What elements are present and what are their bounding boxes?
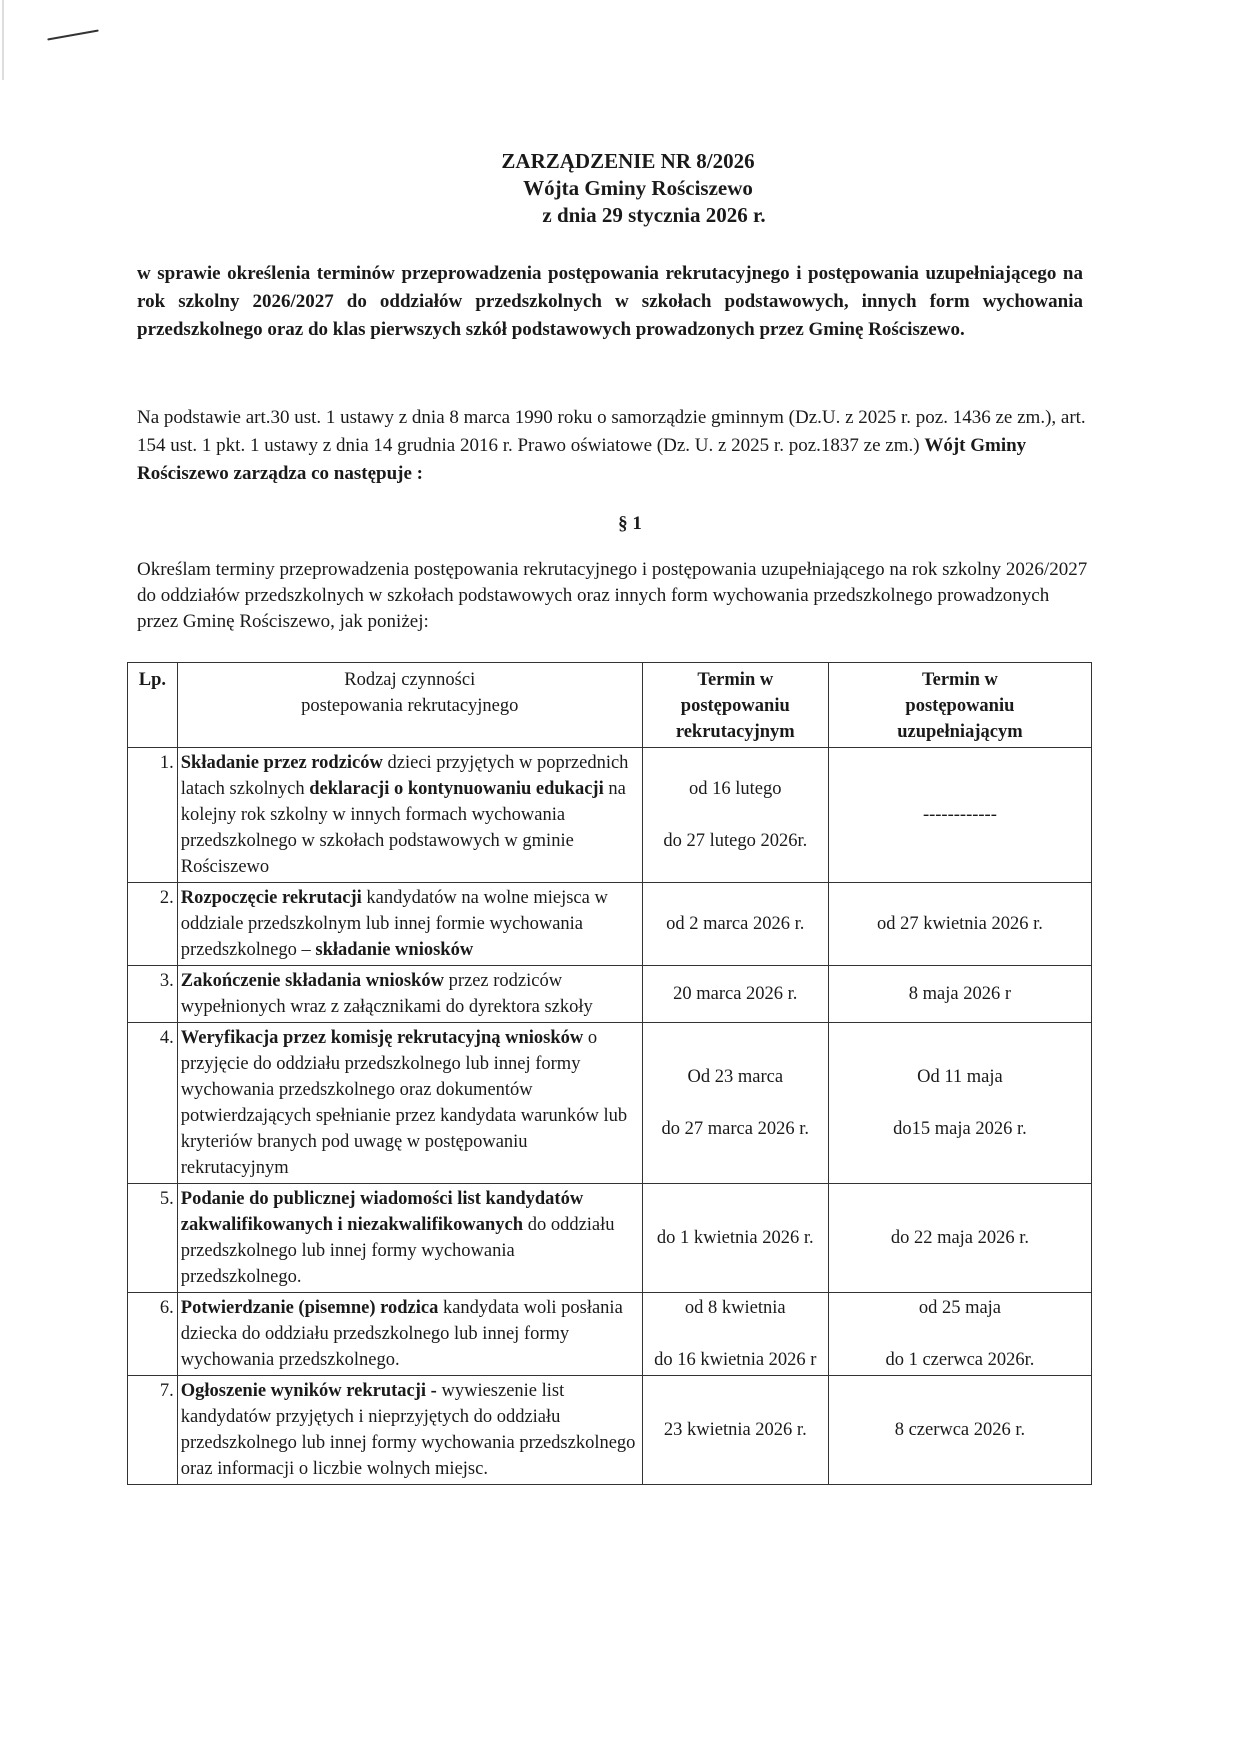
term-start: 8 czerwca 2026 r. <box>894 1420 1026 1440</box>
row-term-supplementary <box>828 883 1091 966</box>
header-term1-line2: postępowaniu <box>680 696 790 716</box>
term-gap <box>646 1321 825 1347</box>
table-header-row <box>128 663 1092 748</box>
activity-bold-text: Składanie przez rodziców <box>180 753 383 773</box>
schedule-table <box>127 662 1092 1485</box>
row-activity <box>177 1023 642 1184</box>
term-start: 20 marca 2026 r. <box>673 984 798 1004</box>
row-term-recruitment <box>642 1293 828 1376</box>
row-activity <box>177 966 642 1023</box>
activity-text: na kolejny rok szkolny w innych formach wychowania przedszkolnego w szkołach podstawowych w gminie Rościszewo <box>180 779 626 877</box>
term-end: do 1 czerwca 2026r. <box>885 1350 1035 1370</box>
term-start: Od 23 marca <box>687 1067 784 1087</box>
legal-basis-bold: Wójt Gminy Rościszewo zarządza co następuje : <box>137 435 1027 484</box>
row-term-recruitment <box>642 1023 828 1184</box>
activity-bold-text: Weryfikacja przez komisję rekrutacyjną wniosków <box>180 1028 584 1048</box>
header-activity-line1: Rodzaj czynności <box>344 670 476 690</box>
term-start: od 27 kwietnia 2026 r. <box>876 914 1043 934</box>
header-term1-line3: rekrutacyjnym <box>675 722 795 742</box>
activity-text: przez rodziców wypełnionych wraz z załącznikami do dyrektora szkoły <box>180 971 593 1017</box>
document-title <box>0 148 1240 229</box>
activity-text: kandydata woli posłania dziecka do oddziału przedszkolnego lub innej formy wychowania przedszkolnego. <box>180 1298 623 1370</box>
row-number: 6. <box>128 1293 178 1376</box>
pen-mark <box>47 30 99 41</box>
title-line-2: Wójta Gminy Rościszewo <box>523 176 753 200</box>
activity-bold-text: Rozpoczęcie rekrutacji <box>180 888 362 908</box>
term-gap <box>832 1321 1088 1347</box>
header-term-recruitment <box>642 663 828 748</box>
table-row <box>128 1023 1092 1184</box>
title-line-3: z dnia 29 stycznia 2026 r. <box>542 203 766 227</box>
term-start: ------------ <box>922 805 997 825</box>
table-row <box>128 1184 1092 1293</box>
header-term2-line2: postępowaniu <box>905 696 1015 716</box>
activity-text: dzieci przyjętych w poprzednich latach szkolnych <box>180 753 629 799</box>
table-row <box>128 748 1092 883</box>
header-term1-line1: Termin w <box>697 670 774 690</box>
scan-edge-line <box>2 0 4 80</box>
row-activity <box>177 1376 642 1485</box>
activity-text: do oddziału przedszkolnego lub innej formy wychowania przedszkolnego. <box>180 1215 615 1287</box>
header-activity <box>177 663 642 748</box>
row-term-recruitment <box>642 748 828 883</box>
row-term-supplementary <box>828 1376 1091 1485</box>
activity-text: wywieszenie list kandydatów przyjętych i nieprzyjętych do oddziału przedszkolnego lub innej formy wychowania przedszkolnego oraz informacji o liczbie wolnych miejsc. <box>180 1381 636 1479</box>
row-term-supplementary <box>828 748 1091 883</box>
term-start: do 22 maja 2026 r. <box>890 1228 1030 1248</box>
table-row <box>128 1376 1092 1485</box>
row-term-recruitment <box>642 883 828 966</box>
row-activity <box>177 883 642 966</box>
title-line-1: ZARZĄDZENIE NR 8/2026 <box>501 149 755 173</box>
table-row <box>128 883 1092 966</box>
term-start: 8 maja 2026 r <box>908 984 1012 1004</box>
legal-basis-text: Na podstawie art.30 ust. 1 ustawy z dnia 8 marca 1990 roku o samorządzie gminnym (Dz.U. z 2025 r. poz. 1436 ze zm.), art. 154 ust. 1 pkt. 1 ustawy z dnia 14 grudnia 2016 r. Prawo oświatowe (Dz. U. z 2025 r. poz.1837 ze zm.) <box>137 407 1086 456</box>
term-start: od 25 maja <box>918 1298 1002 1318</box>
row-term-recruitment <box>642 966 828 1023</box>
table-row <box>128 1293 1092 1376</box>
row-number: 7. <box>128 1376 178 1485</box>
row-number: 2. <box>128 883 178 966</box>
row-term-supplementary <box>828 1184 1091 1293</box>
activity-bold-text: Zakończenie składania wniosków <box>180 971 444 991</box>
legal-basis-paragraph <box>137 404 1087 488</box>
row-activity <box>177 1184 642 1293</box>
term-start: Od 11 maja <box>917 1067 1003 1087</box>
row-number: 4. <box>128 1023 178 1184</box>
table-row <box>128 966 1092 1023</box>
header-term2-line3: uzupełniającym <box>897 722 1023 742</box>
activity-bold-text: Ogłoszenie wyników rekrutacji - <box>180 1381 437 1401</box>
term-start: od 2 marca 2026 r. <box>666 914 805 934</box>
term-start: 23 kwietnia 2026 r. <box>663 1420 807 1440</box>
activity-text: kandydatów na wolne miejsca w oddziale przedszkolnym lub innej formie wychowania przedszkolnego – <box>180 888 608 960</box>
header-term-supplementary <box>828 663 1091 748</box>
row-term-supplementary <box>828 1023 1091 1184</box>
activity-bold-text: deklaracji o kontynuowaniu edukacji <box>309 779 604 799</box>
term-start: do 1 kwietnia 2026 r. <box>656 1228 814 1248</box>
header-activity-line2: postepowania rekrutacyjnego <box>301 696 519 716</box>
row-term-recruitment <box>642 1376 828 1485</box>
term-start: od 8 kwietnia <box>684 1298 786 1318</box>
row-activity <box>177 748 642 883</box>
row-term-recruitment <box>642 1184 828 1293</box>
term-end: do 27 lutego 2026r. <box>663 831 808 851</box>
header-term2-line1: Termin w <box>921 670 998 690</box>
term-gap <box>646 802 825 828</box>
header-lp: Lp. <box>128 663 178 748</box>
subject-paragraph: w sprawie określenia terminów przeprowadzenia postępowania rekrutacyjnego i postępowania uzupełniającego na rok szkolny 2026/2027 do oddziałów przedszkolnych w szkołach podstawowych, innych form wychowania przedszkolnego oraz do klas pierwszych szkół podstawowych prowadzonych przez Gminę Rościszewo. <box>137 263 1083 340</box>
row-term-supplementary <box>828 1293 1091 1376</box>
row-activity <box>177 1293 642 1376</box>
term-gap <box>646 1090 825 1116</box>
row-number: 5. <box>128 1184 178 1293</box>
term-end: do 27 marca 2026 r. <box>661 1119 809 1139</box>
row-term-supplementary <box>828 966 1091 1023</box>
activity-text: o przyjęcie do oddziału przedszkolnego lub innej formy wychowania przedszkolnego oraz dokumentów potwierdzających spełnianie przez kandydata warunków lub kryteriów branych pod uwagę w postępowaniu rekrutacyjnym <box>180 1028 628 1178</box>
term-end: do 16 kwietnia 2026 r <box>654 1350 817 1370</box>
term-start: od 16 lutego <box>689 779 782 799</box>
activity-bold-text: Potwierdzanie (pisemne) rodzica <box>180 1298 439 1318</box>
row-number: 3. <box>128 966 178 1023</box>
section-1-text: Określam terminy przeprowadzenia postępowania rekrutacyjnego i postępowania uzupełniającego na rok szkolny 2026/2027 do oddziałów przedszkolnych w szkołach podstawowych oraz innych form wychowania przedszkolnego prowadzonych przez Gminę Rościszewo, jak poniżej: <box>137 559 1088 632</box>
row-number: 1. <box>128 748 178 883</box>
activity-bold-text: składanie wniosków <box>315 940 474 960</box>
activity-bold-text: Podanie do publicznej wiadomości list kandydatów zakwalifikowanych i niezakwalifikowanych <box>180 1189 584 1235</box>
term-gap <box>832 1090 1088 1116</box>
term-end: do15 maja 2026 r. <box>893 1119 1027 1139</box>
section-sign: § 1 <box>618 513 642 534</box>
